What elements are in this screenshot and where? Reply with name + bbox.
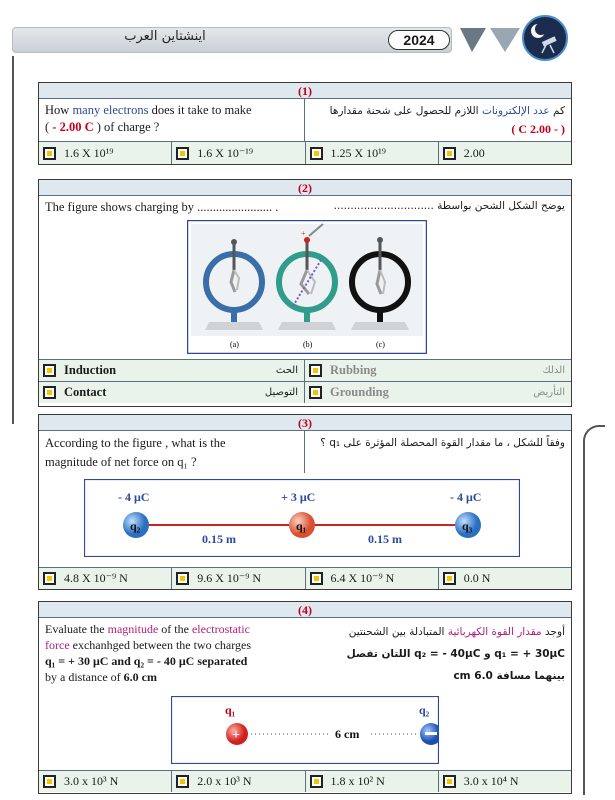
checkbox[interactable]	[43, 364, 56, 377]
two-charges-figure	[171, 696, 439, 764]
option-d[interactable]: 3.0 x 10⁴ N	[439, 771, 571, 792]
right-distance: 0.15 m	[368, 532, 402, 546]
question-number: (3)	[39, 415, 571, 431]
checkbox[interactable]	[43, 572, 56, 585]
question-number: (4)	[39, 602, 571, 618]
question-text-ar: وفقاً للشكل ، ما مقدار القوة المحصلة المؤثرة على q₁ ؟	[320, 437, 565, 449]
q2-label: q₂	[419, 703, 430, 717]
charges-figure	[84, 479, 520, 557]
svg-text:+: +	[301, 229, 306, 238]
checkbox[interactable]	[310, 775, 323, 788]
right-charge-label: - 4 μC	[450, 490, 482, 504]
option-b[interactable]: 1.6 X 10⁻¹⁹	[172, 142, 305, 164]
checkbox[interactable]	[176, 572, 189, 585]
question-4	[38, 601, 572, 794]
checkbox[interactable]	[443, 572, 456, 585]
checkbox[interactable]	[43, 775, 56, 788]
header-year: 2024	[388, 30, 450, 50]
question-text-en: According to the figure , what is the magnitude of net force on q₁ ?	[39, 431, 305, 473]
checkbox[interactable]	[176, 147, 189, 160]
checkbox[interactable]	[309, 386, 322, 399]
label-c: (c)	[376, 340, 385, 349]
question-text-en: How many electrons does it take to make ( - 2.00 C ) of charge ?	[39, 99, 305, 141]
checkbox[interactable]	[443, 775, 456, 788]
option-d[interactable]: 0.0 N	[439, 568, 571, 589]
option-b[interactable]: 2.0 x 10³ N	[172, 771, 305, 792]
left-distance: 0.15 m	[202, 532, 236, 546]
question-text-ar: كم عدد الإلكترونات اللازم للحصول على شحنة مقدارها ( - 2.00 C )	[329, 105, 565, 136]
option-a[interactable]: 3.0 x 10³ N	[39, 771, 172, 792]
option-c[interactable]: 1.8 x 10² N	[306, 771, 439, 792]
option-d[interactable]: 2.00	[439, 142, 571, 164]
center-charge-label: + 3 μC	[281, 490, 316, 504]
decor-line-left	[12, 56, 14, 424]
distance-label: 6 cm	[335, 727, 360, 741]
checkbox[interactable]	[43, 386, 56, 399]
q3-symbol: q₃	[462, 519, 473, 533]
answer-options	[39, 770, 571, 792]
answer-options	[39, 359, 571, 403]
question-text-en: Evaluate the magnitude of the electrostatic force exchanhged between the two charges q₁ = + 30 μC and q₂ = - 40 μC separated by a distance of 6.0 cm	[45, 622, 252, 684]
checkbox[interactable]	[310, 147, 323, 160]
checkbox[interactable]	[43, 147, 56, 160]
question-number: (1)	[39, 83, 571, 99]
option-c[interactable]: Contact التوصيل	[39, 382, 305, 403]
header-title: اينشتاين العرب	[124, 29, 206, 44]
option-b[interactable]: Rubbing الدلك	[305, 360, 571, 381]
checkbox[interactable]	[310, 572, 323, 585]
decor-line-right	[583, 425, 605, 795]
checkbox[interactable]	[176, 775, 189, 788]
q1-label: q₁	[225, 703, 236, 717]
header-chevron-icon	[460, 22, 520, 62]
option-a[interactable]: 4.8 X 10⁻⁹ N	[39, 568, 172, 589]
question-text-ar: أوجد مقدار القوة الكهربائية المتبادلة بين الشحنتين q₁ = + 30μC و q₂ = - 40μC اللتان تفصل بينهما مسافة 6.0 cm	[346, 626, 565, 682]
q2-symbol: q₂	[130, 519, 141, 533]
question-text-ar: يوضح الشكل الشحن بواسطة ..............................	[333, 200, 565, 212]
option-a[interactable]: Induction الحث	[39, 360, 305, 381]
checkbox[interactable]	[443, 147, 456, 160]
question-1	[38, 82, 572, 165]
page-header	[0, 0, 615, 70]
option-b[interactable]: 9.6 X 10⁻⁹ N	[172, 568, 305, 589]
label-a: (a)	[230, 340, 239, 349]
electroscope-figure	[187, 220, 427, 354]
left-charge-label: - 4 μC	[118, 490, 150, 504]
svg-text:+: +	[232, 728, 240, 743]
answer-options	[39, 567, 571, 589]
logo-icon	[522, 15, 568, 61]
option-c[interactable]: 6.4 X 10⁻⁹ N	[306, 568, 439, 589]
question-number: (2)	[39, 180, 571, 196]
checkbox[interactable]	[309, 364, 322, 377]
option-c[interactable]: 1.25 X 10¹⁹	[306, 142, 439, 164]
answer-options	[39, 142, 571, 164]
question-2	[38, 179, 572, 407]
option-d[interactable]: Grounding التأريض	[305, 382, 571, 403]
option-a[interactable]: 1.6 X 10¹⁹	[39, 142, 172, 164]
label-b: (b)	[303, 340, 313, 349]
question-text-en: The figure shows charging by ........................ .	[45, 200, 279, 214]
question-3	[38, 414, 572, 590]
q1-symbol: q₁	[296, 519, 307, 533]
